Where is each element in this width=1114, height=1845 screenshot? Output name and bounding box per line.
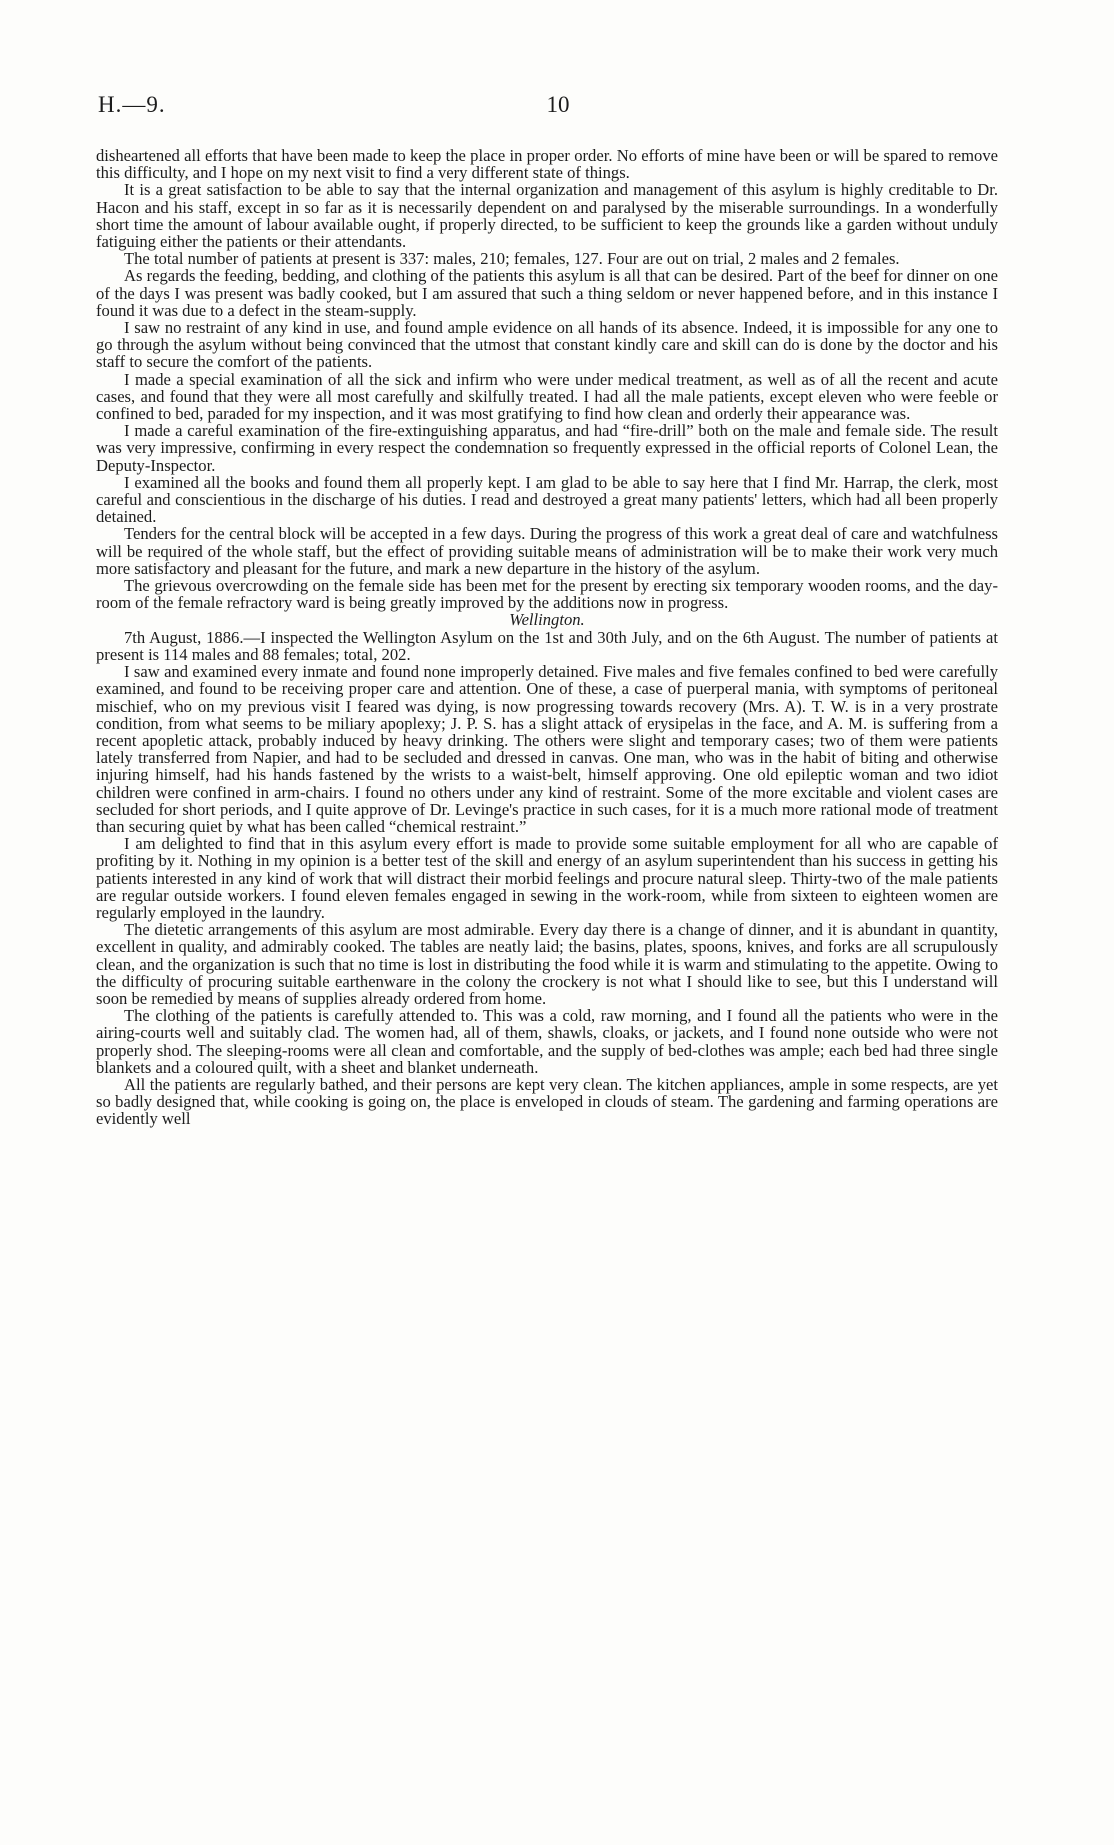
paragraph: The dietetic arrangements of this asylum are most admirable. Every day there is a change of dinner, and it is abundant in quantity, excellent in quality, and admirably cooked. The tables are neatly laid; the basins, plates, spoons, knives, and forks are all scrupulously clean, and the organization is such that no time is lost in distributing the food while it is warm and stimulating to the appetite. Owing to the difficulty of procuring suitable earthenware in the colony the crockery is not what I should like to see, but this I understand will soon be remedied by means of supplies already ordered from home. (96, 920, 998, 1008)
paragraph: All the patients are regularly bathed, and their persons are kept very clean. The kitchen appliances, ample in some respects, are yet so badly designed that, while cooking is going on, the place is enveloped in clouds of steam. The gardening and farming operations are evidently well (96, 1074, 998, 1129)
paragraph: The total number of patients at present is 337: males, 210; females, 127. Four are out on trial, 2 males and 2 females. (124, 249, 900, 269)
document-reference: H.—9. (98, 92, 166, 117)
paragraph: I saw no restraint of any kind in use, and found ample evidence on all hands of its absence. Indeed, it is impossible for any one to go through the asylum without being convinced that the utmost that constant kindly care and skill can do is done by the doctor and his staff to secure the comfort of the patients. (96, 318, 998, 372)
page-header (98, 92, 1000, 124)
page-number: 10 (546, 92, 570, 117)
paragraph: I made a special examination of all the sick and infirm who were under medical treatment, as well as of all the recent and acute cases, and found that they were all most carefully and skilfully treated. I had all the male patients, except eleven who were feeble or confined to bed, paraded for my inspection, and it was most gratifying to find how clean and orderly their appearance was. (96, 369, 998, 424)
section-heading: Wellington. (509, 610, 585, 630)
paragraph: Tenders for the central block will be accepted in a few days. During the progress of this work a great deal of care and watchfulness will be required of the whole staff, but the effect of providing suitable means of administration will be to make their work very much more satisfactory and pleasant for the future, and mark a new departure in the history of the asylum. (96, 524, 998, 578)
paragraph: The grievous overcrowding on the female side has been met for the present by erecting six temporary wooden rooms, and the day-room of the female refractory ward is being greatly improved by the additions now in progress. (96, 576, 998, 613)
paragraph: I made a careful examination of the fire-extinguishing apparatus, and had “fire-drill” both on the male and female side. The result was very impressive, confirming in every respect the condemnation so frequently expressed in the official reports of Colonel Lean, the Deputy-Inspector. (96, 421, 998, 475)
paragraph: I saw and examined every inmate and found none improperly detained. Five males and five females confined to bed were carefully examined, and found to be receiving proper care and attention. One of these, a case of puerperal mania, with symptoms of peritoneal mischief, who on my previous visit I feared was dying, is now progressing towards recovery (Mrs. A). T. W. is in a very prostrate condition, from what seems to be miliary apoplexy; J. P. S. has a slight attack of erysipelas in the face, and A. M. is suffering from a recent apopletic attack, probably induced by heavy drinking. The others were slight and temporary cases; two of them were patients lately transferred from Napier, and had to be secluded and dressed in canvas. One man, who was in the habit of biting and otherwise injuring himself, had his hands fastened by the wrists to a waist-belt, himself approving. One old epileptic woman and two idiot children were confined in arm-chairs. I found no others under any kind of restraint. Some of the more excitable and violent cases are secluded for short periods, and I quite approve of Dr. Levinge's practice in such cases, for it is a much more rational mode of treatment than securing quiet by what has been called “chemical restraint.” (96, 662, 998, 836)
paragraph: I am delighted to find that in this asylum every effort is made to provide some suitable employment for all who are capable of profiting by it. Nothing in my opinion is a better test of the skill and energy of an asylum superintendent than his success in getting his patients interested in any kind of work that will distract their morbid feelings and procure natural sleep. Thirty-two of the male patients are regular outside workers. I found eleven females engaged in sewing in the work-room, while from sixteen to eighteen women are regularly employed in the laundry. (96, 834, 998, 922)
body-text (96, 147, 998, 1128)
paragraph: 7th August, 1886.—I inspected the Wellington Asylum on the 1st and 30th July, and on the 6th August. The number of patients at present is 114 males and 88 females; total, 202. (96, 627, 998, 664)
paragraph: I examined all the books and found them all properly kept. I am glad to be able to say here that I find Mr. Harrap, the clerk, most careful and conscientious in the discharge of his duties. I read and destroyed a great many patients' letters, which had all been properly detained. (96, 472, 998, 527)
paragraph: The clothing of the patients is carefully attended to. This was a cold, raw morning, and I found all the patients who were in the airing-courts well and suitably clad. The women had, all of them, shawls, cloaks, or jackets, and I found none outside who were not properly shod. The sleeping-rooms were all clean and comfortable, and the supply of bed-clothes was ample; each bed had three single blankets and a coloured quilt, with a sheet and blanket underneath. (96, 1006, 998, 1077)
paragraph: It is a great satisfaction to be able to say that the internal organization and management of this asylum is highly creditable to Dr. Hacon and his staff, except in so far as it is necessarily dependent on and paralysed by the miserable surroundings. In a wonderfully short time the amount of labour available ought, if properly directed, to be sufficient to keep the grounds like a garden without unduly fatiguing either the patients or their attendants. (96, 180, 998, 252)
paragraph: As regards the feeding, bedding, and clothing of the patients this asylum is all that can be desired. Part of the beef for dinner on one of the days I was present was badly cooked, but I am assured that such a thing seldom or never happened before, and in this instance I found it was due to a defect in the steam-supply. (96, 266, 998, 320)
paragraph: disheartened all efforts that have been made to keep the place in proper order. No efforts of mine have been or will be spared to remove this difficulty, and I hope on my next visit to find a very different state of things. (96, 146, 998, 183)
